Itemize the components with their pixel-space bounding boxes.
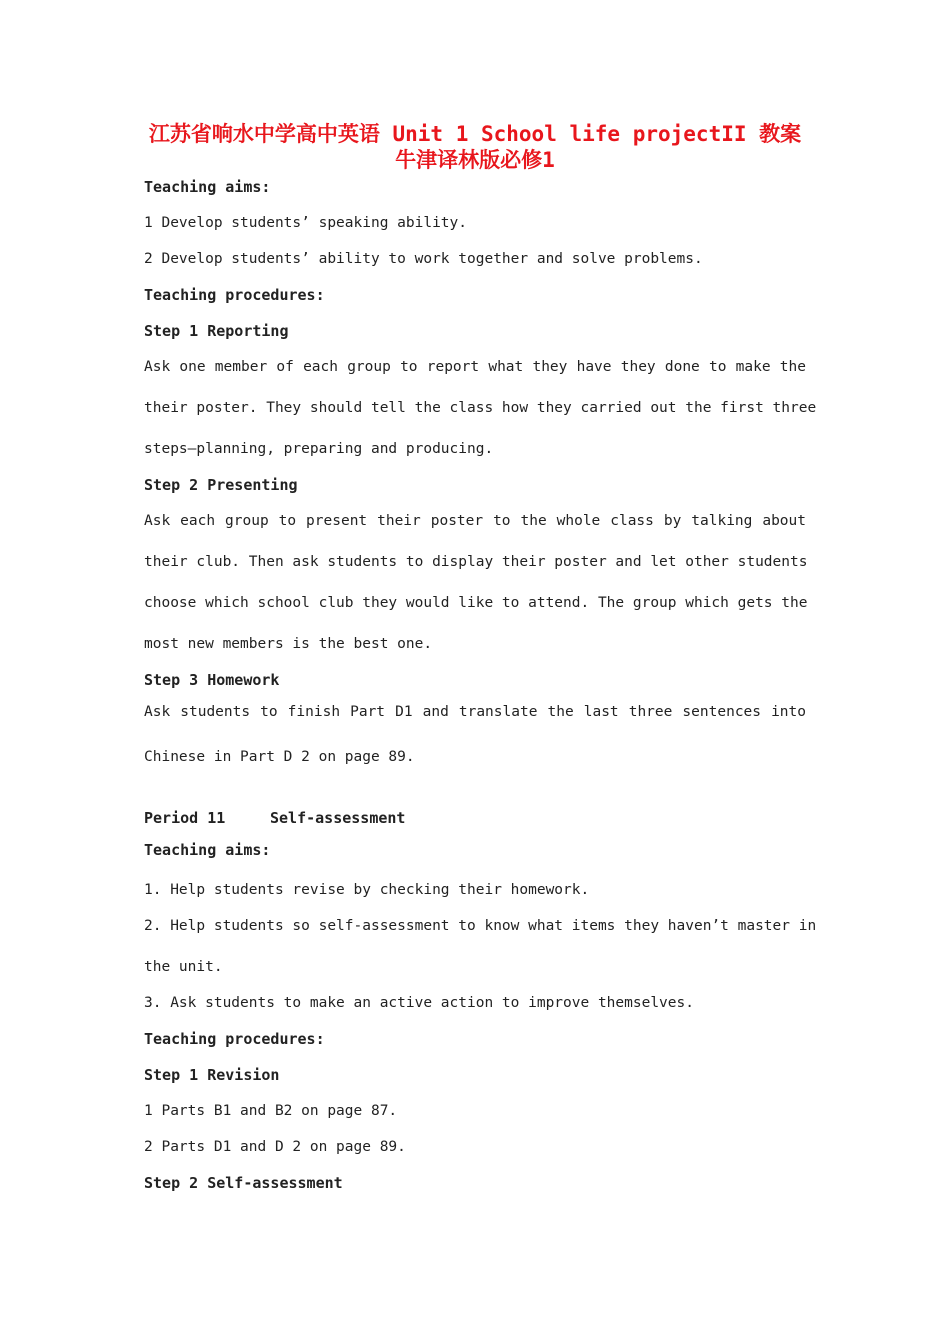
step-2-line-4: most new members is the best one. bbox=[144, 636, 433, 652]
step-3-heading: Step 3 Homework bbox=[144, 671, 280, 689]
teaching-procedures-heading: Teaching procedures: bbox=[144, 286, 325, 304]
step-1-heading: Step 1 Reporting bbox=[144, 322, 289, 340]
step-1-line-1: Ask one member of each group to report what they have they done to make the bbox=[144, 359, 806, 375]
aim-2: 2 Develop students’ ability to work together and solve problems. bbox=[144, 251, 703, 267]
step-2-heading: Step 2 Presenting bbox=[144, 476, 298, 494]
self-assessment-step-heading: Step 2 Self-assessment bbox=[144, 1174, 343, 1192]
aim-2-2-line-1: 2. Help students so self-assessment to know what items they haven’t master in bbox=[144, 918, 817, 934]
teaching-aims-heading-2: Teaching aims: bbox=[144, 841, 271, 859]
step-2-line-2: their club. Then ask students to display their poster and let other students bbox=[144, 554, 808, 570]
revision-line-2: 2 Parts D1 and D 2 on page 89. bbox=[144, 1139, 406, 1155]
period-title: Self-assessment bbox=[270, 809, 406, 827]
period-label: Period 11 bbox=[144, 809, 226, 827]
aim-2-1: 1. Help students revise by checking their homework. bbox=[144, 882, 590, 898]
aim-2-2-line-2: the unit. bbox=[144, 959, 223, 975]
teaching-procedures-heading-2: Teaching procedures: bbox=[144, 1030, 325, 1048]
step-2-line-1: Ask each group to present their poster to the whole class by talking about bbox=[144, 513, 806, 529]
aim-1: 1 Develop students’ speaking ability. bbox=[144, 215, 468, 231]
teaching-aims-heading: Teaching aims: bbox=[144, 178, 271, 196]
aim-2-3: 3. Ask students to make an active action to improve themselves. bbox=[144, 995, 694, 1011]
step-2-line-3: choose which school club they would like to attend. The group which gets the bbox=[144, 595, 808, 611]
period-heading bbox=[144, 808, 806, 828]
step-1-line-3: steps—planning, preparing and producing. bbox=[144, 441, 494, 457]
document-title: 江苏省响水中学高中英语 Unit 1 School life projectII 教案 牛津译林版必修1 bbox=[148, 122, 802, 172]
revision-step-heading: Step 1 Revision bbox=[144, 1066, 280, 1084]
revision-line-1: 1 Parts B1 and B2 on page 87. bbox=[144, 1103, 398, 1119]
step-3-line-1: Ask students to finish Part D1 and translate the last three sentences into bbox=[144, 704, 806, 720]
step-1-line-2: their poster. They should tell the class how they carried out the first three bbox=[144, 400, 817, 416]
step-3-line-2: Chinese in Part D 2 on page 89. bbox=[144, 749, 415, 765]
